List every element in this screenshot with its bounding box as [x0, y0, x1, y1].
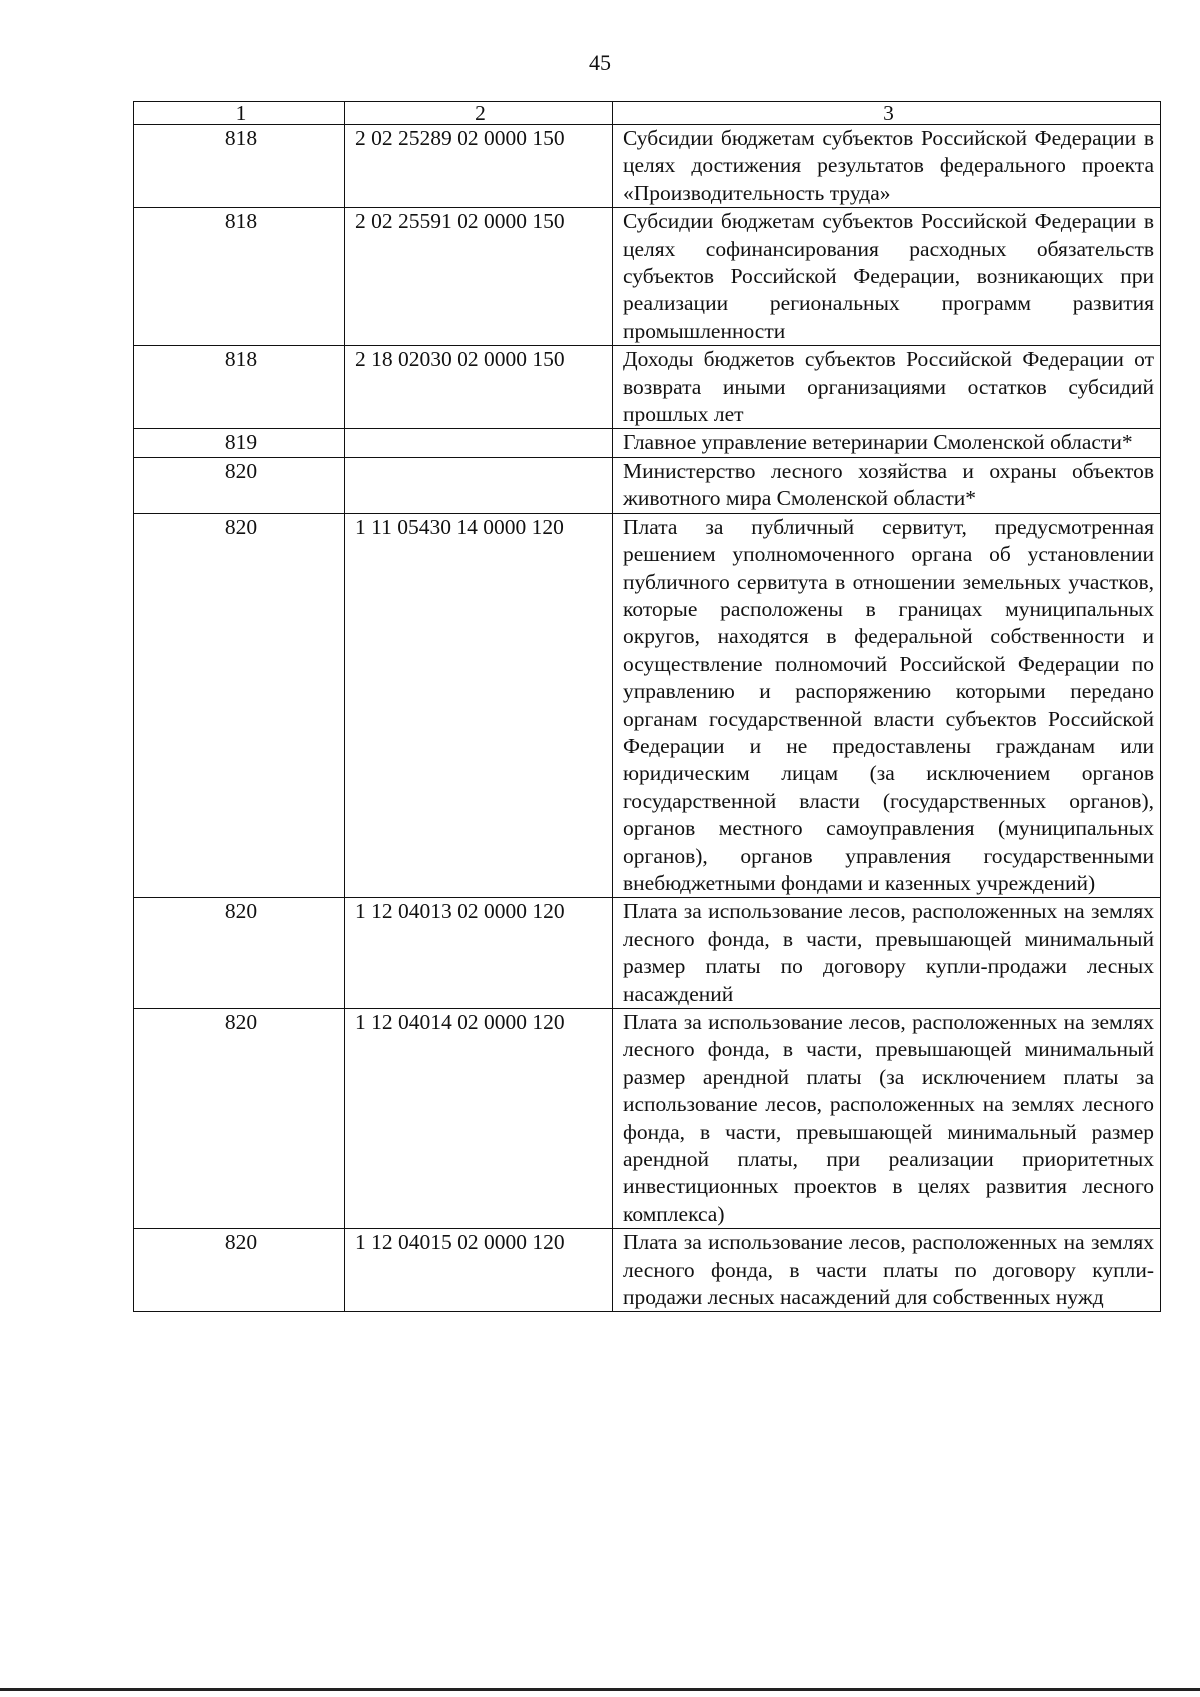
- income-code-cell: 1 12 04015 02 0000 120: [345, 1229, 613, 1312]
- description-cell: Субсидии бюджетам субъектов Российской Федерации в целях софинансирования расходных обязательств субъектов Российской Федерации, возникающих при реализации региональных программ развития промышленности: [613, 208, 1161, 346]
- admin-code-cell: 818: [134, 125, 345, 208]
- admin-code-cell: 819: [134, 429, 345, 457]
- income-code-cell: [345, 429, 613, 457]
- income-code-cell: 2 02 25289 02 0000 150: [345, 125, 613, 208]
- table-row: [134, 898, 1161, 1009]
- column-header-3: 3: [613, 102, 1161, 125]
- description-cell: Плата за использование лесов, расположенных на землях лесного фонда, в части платы по договору купли-продажи лесных насаждений для собственных нужд: [613, 1229, 1161, 1312]
- description-cell: Плата за использование лесов, расположенных на землях лесного фонда, в части, превышающей минимальный размер арендной платы (за исключением платы за использование лесов, расположенных на землях лесного фонда, в части, превышающей минимальный размер арендной платы, при реализации приоритетных инвестиционных проектов в целях развития лесного комплекса): [613, 1009, 1161, 1229]
- admin-code-cell: 820: [134, 513, 345, 898]
- admin-code-cell: 818: [134, 346, 345, 429]
- admin-code-cell: 820: [134, 1229, 345, 1312]
- table-header-row: [134, 102, 1161, 125]
- description-cell: Министерство лесного хозяйства и охраны объектов животного мира Смоленской области*: [613, 457, 1161, 513]
- income-codes-table: [133, 101, 1161, 1312]
- income-code-cell: [345, 457, 613, 513]
- admin-code-cell: 818: [134, 208, 345, 346]
- admin-code-cell: 820: [134, 898, 345, 1009]
- income-code-cell: 1 12 04013 02 0000 120: [345, 898, 613, 1009]
- table-row: [134, 513, 1161, 898]
- table-row: [134, 429, 1161, 457]
- admin-code-cell: 820: [134, 1009, 345, 1229]
- description-cell: Доходы бюджетов субъектов Российской Федерации от возврата иными организациями остатков субсидий прошлых лет: [613, 346, 1161, 429]
- income-code-cell: 2 18 02030 02 0000 150: [345, 346, 613, 429]
- income-code-cell: 1 12 04014 02 0000 120: [345, 1009, 613, 1229]
- description-cell: Главное управление ветеринарии Смоленской области*: [613, 429, 1161, 457]
- table-row: [134, 457, 1161, 513]
- table-row: [134, 1009, 1161, 1229]
- column-header-2: 2: [345, 102, 613, 125]
- admin-code-cell: 820: [134, 457, 345, 513]
- description-cell: Плата за использование лесов, расположенных на землях лесного фонда, в части, превышающей минимальный размер платы по договору купли-продажи лесных насаждений: [613, 898, 1161, 1009]
- column-header-1: 1: [134, 102, 345, 125]
- description-cell: Плата за публичный сервитут, предусмотренная решением уполномоченного органа об установлении публичного сервитута в отношении земельных участков, которые расположены в границах муниципальных округов, находятся в федеральной собственности и осуществление полномочий Российской Федерации по управлению и распоряжению которыми передано органам государственной власти субъектов Российской Федерации и не предоставлены гражданам или юридическим лицам (за исключением органов государственной власти (государственных органов), органов местного самоуправления (муниципальных органов), органов управления государственными внебюджетными фондами и казенных учреждений): [613, 513, 1161, 898]
- description-cell: Субсидии бюджетам субъектов Российской Федерации в целях достижения результатов федерального проекта «Производительность труда»: [613, 125, 1161, 208]
- table-row: [134, 1229, 1161, 1312]
- scan-bottom-rule: [0, 1688, 1200, 1691]
- table-row: [134, 125, 1161, 208]
- table-row: [134, 208, 1161, 346]
- income-code-cell: 1 11 05430 14 0000 120: [345, 513, 613, 898]
- table-row: [134, 346, 1161, 429]
- page-number: 45: [589, 50, 611, 75]
- income-code-cell: 2 02 25591 02 0000 150: [345, 208, 613, 346]
